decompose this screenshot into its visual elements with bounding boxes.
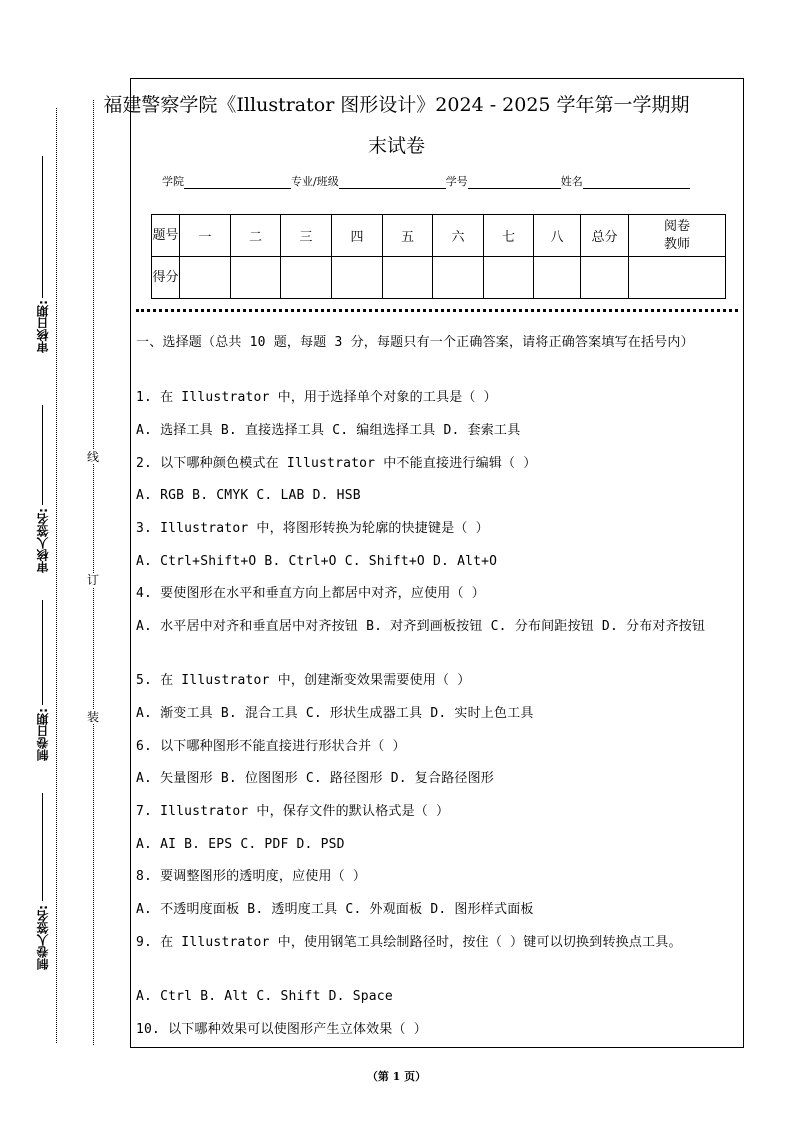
score-table bbox=[151, 214, 726, 299]
score-cell-6[interactable] bbox=[433, 257, 484, 299]
section-1-heading: 一、选择题（总共 10 题，每题 3 分，每题只有一个正确答案，请将正确答案填写在括号内） bbox=[136, 335, 694, 350]
section-5-header: 五 bbox=[383, 215, 433, 257]
section-7-header: 七 bbox=[484, 215, 534, 257]
maker-signature-line bbox=[42, 793, 43, 901]
reviewer-signature-line bbox=[42, 405, 43, 505]
score-table-score-row bbox=[152, 257, 726, 299]
section-2-header: 二 bbox=[231, 215, 281, 257]
name-field[interactable] bbox=[583, 176, 690, 189]
student-info-row bbox=[162, 173, 690, 189]
question-8: 8. 要调整图形的透明度，应使用（ ） bbox=[136, 869, 367, 884]
score-cell-3[interactable] bbox=[281, 257, 332, 299]
question-2: 2. 以下哪种颜色模式在 Illustrator 中不能直接进行编辑（ ） bbox=[136, 456, 537, 471]
question-3: 3. Illustrator 中，将图形转换为轮廓的快捷键是（ ） bbox=[136, 521, 489, 536]
question-4-options: A. 水平居中对齐和垂直居中对齐按钮 B. 对齐到画板按钮 C. 分布间距按钮 D. 分布对齐按钮 bbox=[136, 619, 706, 634]
question-7: 7. Illustrator 中，保存文件的默认格式是（ ） bbox=[136, 804, 450, 819]
maker-signature-label: 制卷人签名: bbox=[36, 905, 50, 970]
outer-dotted-line bbox=[56, 108, 57, 1043]
review-date-line bbox=[42, 156, 43, 298]
score-cell-1[interactable] bbox=[180, 257, 231, 299]
student-id-field[interactable] bbox=[468, 176, 561, 189]
college-field[interactable] bbox=[184, 176, 291, 189]
score-table-header-row bbox=[152, 215, 726, 257]
section-1-header: 一 bbox=[180, 215, 231, 257]
total-score-header: 总分 bbox=[581, 215, 629, 257]
college-label: 学院 bbox=[162, 175, 184, 188]
question-10: 10. 以下哪种效果可以使图形产生立体效果（ ） bbox=[136, 1022, 427, 1037]
question-6: 6. 以下哪种图形不能直接进行形状合并（ ） bbox=[136, 739, 406, 754]
question-2-options: A. RGB B. CMYK C. LAB D. HSB bbox=[136, 488, 361, 503]
question-9-options: A. Ctrl B. Alt C. Shift D. Space bbox=[136, 989, 393, 1004]
question-4: 4. 要使图形在水平和垂直方向上都居中对齐，应使用（ ） bbox=[136, 586, 485, 601]
section-4-header: 四 bbox=[332, 215, 383, 257]
question-5: 5. 在 Illustrator 中，创建渐变效果需要使用（ ） bbox=[136, 673, 471, 688]
section-6-header: 六 bbox=[433, 215, 484, 257]
question-5-options: A. 渐变工具 B. 混合工具 C. 形状生成器工具 D. 实时上色工具 bbox=[136, 706, 534, 721]
score-row-label: 得分 bbox=[152, 257, 180, 299]
score-cell-4[interactable] bbox=[332, 257, 383, 299]
student-id-label: 学号 bbox=[445, 175, 468, 188]
seal-char-bind: 订 bbox=[87, 573, 100, 587]
score-cell-8[interactable] bbox=[534, 257, 581, 299]
score-cell-total[interactable] bbox=[581, 257, 629, 299]
score-cell-grader[interactable] bbox=[629, 257, 726, 299]
score-cell-2[interactable] bbox=[231, 257, 281, 299]
name-label: 姓名 bbox=[560, 175, 583, 188]
reviewer-signature-label: 审核人签名: bbox=[36, 508, 50, 573]
seal-char-line: 线 bbox=[87, 450, 100, 464]
dotted-separator bbox=[136, 309, 738, 312]
question-number-header: 题号 bbox=[152, 215, 180, 257]
question-8-options: A. 不透明度面板 B. 透明度工具 C. 外观面板 D. 图形样式面板 bbox=[136, 902, 534, 917]
exam-title-line1: 福建警察学院《Illustrator 图形设计》2024 - 2025 学年第一学期期 bbox=[103, 94, 690, 116]
major-field[interactable] bbox=[339, 176, 446, 189]
question-1: 1. 在 Illustrator 中，用于选择单个对象的工具是（ ） bbox=[136, 390, 497, 405]
score-cell-7[interactable] bbox=[484, 257, 534, 299]
grader-header: 阅卷教师 bbox=[629, 215, 726, 257]
page-number: （第 1 页） bbox=[366, 1070, 427, 1083]
seal-char-pack: 装 bbox=[87, 710, 100, 724]
make-date-label: 制卷日期: bbox=[36, 708, 50, 761]
score-cell-5[interactable] bbox=[383, 257, 433, 299]
make-date-line bbox=[42, 600, 43, 705]
section-3-header: 三 bbox=[281, 215, 332, 257]
question-7-options: A. AI B. EPS C. PDF D. PSD bbox=[136, 837, 345, 852]
question-6-options: A. 矢量图形 B. 位图图形 C. 路径图形 D. 复合路径图形 bbox=[136, 771, 495, 786]
major-label: 专业/班级 bbox=[291, 175, 339, 188]
section-8-header: 八 bbox=[534, 215, 581, 257]
review-date-label: 审核日期: bbox=[36, 300, 50, 353]
question-3-options: A. Ctrl+Shift+O B. Ctrl+O C. Shift+O D. Alt+O bbox=[136, 554, 498, 569]
question-1-options: A. 选择工具 B. 直接选择工具 C. 编组选择工具 D. 套索工具 bbox=[136, 423, 521, 438]
question-9: 9. 在 Illustrator 中，使用钢笔工具绘制路径时，按住（ ）键可以切换到转换点工具。 bbox=[136, 935, 682, 950]
exam-title-line2: 末试卷 bbox=[367, 135, 425, 157]
